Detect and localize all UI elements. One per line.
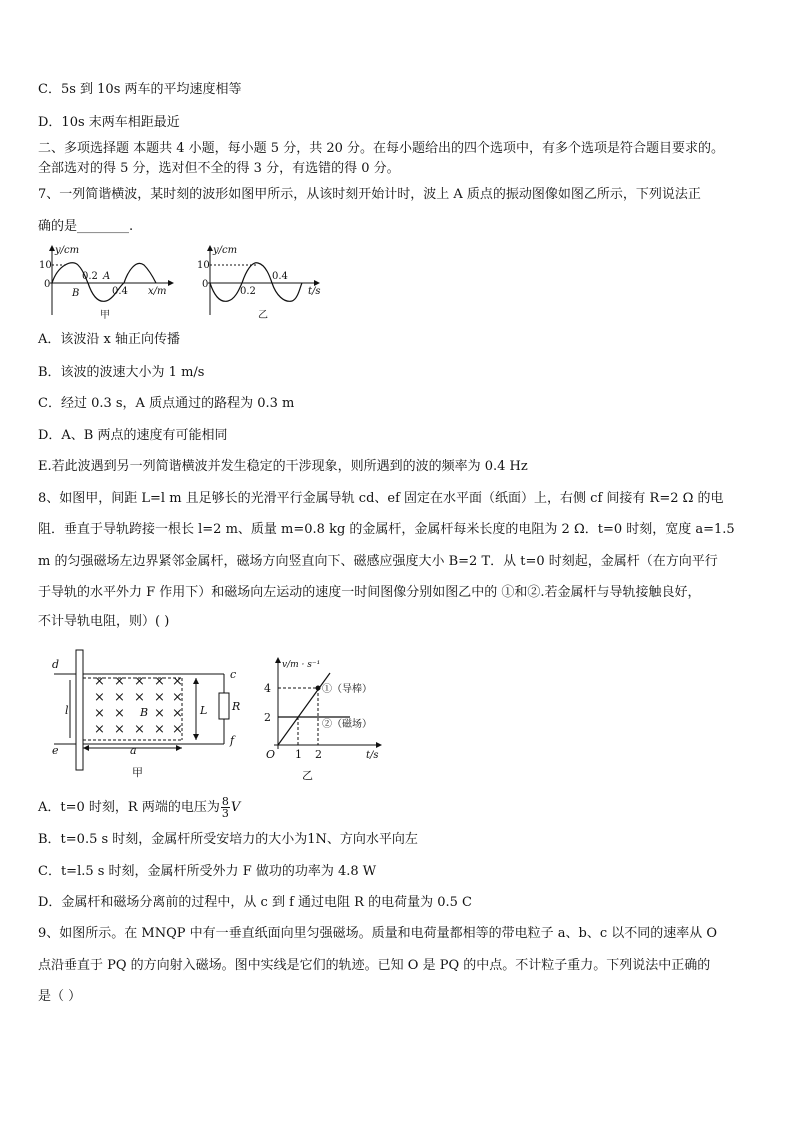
tick-0: 0: [44, 279, 51, 290]
x-axis-label: t/s: [366, 750, 379, 761]
tick-x-2: 2: [315, 748, 322, 761]
tick-0.2: 0.2: [82, 271, 98, 282]
svg-text:×: ×: [154, 690, 165, 705]
label-e: e: [52, 744, 59, 757]
svg-text:×: ×: [94, 690, 105, 705]
question-9-stem: 点沿垂直于 PQ 的方向射入磁场。图中实线是它们的轨迹。已知 O 是 PQ 的中点。不计粒子重力。下列说法中正确的: [38, 958, 711, 973]
fraction: $\frac{8}{3}$: [221, 795, 229, 820]
caption: 乙: [258, 310, 268, 321]
svg-text:×: ×: [114, 674, 125, 689]
tick-y-2: 2: [264, 711, 271, 724]
option-7a: A．该波沿 x 轴正向传播: [38, 332, 180, 347]
point-B: B: [72, 288, 80, 299]
tick-0.4: 0.4: [112, 286, 128, 297]
y-axis-label: y/cm: [213, 245, 238, 256]
tick-0.2: 0.2: [240, 286, 256, 297]
option-7b: B．该波的波速大小为 1 m/s: [38, 365, 205, 380]
label-c: c: [230, 668, 237, 681]
svg-text:×: ×: [134, 722, 145, 737]
x-axis-label: t/s: [308, 286, 321, 297]
label-f: f: [230, 734, 235, 747]
x-axis-label: x/m: [148, 286, 167, 297]
option-8c: C．t=l.5 s 时刻，金属杆所受外力 F 做功的功率为 4.8 W: [38, 864, 377, 879]
caption: 甲: [132, 766, 143, 779]
option-8b: B．t=0.5 s 时刻，金属杆所受安培力的大小为1N、方向水平向左: [38, 832, 418, 847]
svg-text:×: ×: [114, 722, 125, 737]
vibration-graph-yi: [196, 243, 336, 321]
svg-text:×: ×: [134, 674, 145, 689]
question-8-stem: 不计导轨电阻，则）( ): [38, 614, 170, 629]
origin-label: O: [266, 748, 276, 761]
tick-10: 10: [39, 260, 52, 271]
label-a: a: [130, 744, 137, 757]
option-7e: E.若此波遇到另一列简谐横波并发生稳定的干涉现象，则所遇到的波的频率为 0.4 Hz: [38, 459, 528, 474]
unit: V: [230, 800, 241, 815]
caption: 乙: [302, 769, 313, 782]
section-heading: 二、多项选择题 本题共 4 小题，每小题 5 分，共 20 分。在每小题给出的四个选项中，有多个选项是符合题目要求的。: [38, 141, 725, 156]
point-A: A: [103, 271, 111, 282]
svg-text:×: ×: [172, 674, 183, 689]
option-7d: D．A、B 两点的速度有可能相同: [38, 428, 228, 443]
question-8-stem: m 的匀强磁场左边界紧邻金属杆，磁场方向竖直向下、磁感应强度大小 B=2 T．从 t=0 时刻起，金属杆（在方向平行: [38, 554, 718, 569]
y-axis-label: v/m · s⁻¹: [282, 660, 321, 670]
svg-text:×: ×: [154, 706, 165, 721]
text-line: D．10s 末两车相距最近: [38, 115, 180, 130]
label-l: l: [65, 704, 69, 717]
label-L: L: [200, 704, 208, 717]
text-line: C．5s 到 10s 两车的平均速度相等: [38, 82, 242, 97]
question-8-stem: 于导轨的水平外力 F 作用下）和磁场向左运动的速度一时间图像分别如图乙中的 ①和②.若金属杆与导轨接触良好，: [38, 585, 701, 600]
svg-text:×: ×: [114, 706, 125, 721]
svg-text:×: ×: [154, 722, 165, 737]
option-8d: D．金属杆和磁场分离前的过程中，从 c 到 f 通过电阻 R 的电荷量为 0.5 C: [38, 895, 472, 910]
svg-text:×: ×: [172, 706, 183, 721]
svg-text:×: ×: [114, 690, 125, 705]
question-8-stem: 阻．垂直于导轨跨接一根长 l=2 m、质量 m=0.8 kg 的金属杆，金属杆每米长度的电阻为 2 Ω．t=0 时刻，宽度 a=1.5: [38, 522, 735, 537]
option-8a-text: A．t=0 时刻，R 两端的电压为: [38, 800, 220, 815]
label-d: d: [52, 658, 60, 671]
svg-text:×: ×: [94, 722, 105, 737]
question-9-stem: 是（ ）: [38, 989, 82, 1004]
question-7-stem: 7、一列简谐横波，某时刻的波形如图甲所示，从该时刻开始计时，波上 A 质点的振动图像如图乙所示，下列说法正: [38, 187, 701, 202]
question-9-stem: 9、如图所示。在 MNQP 中有一垂直纸面向里匀强磁场。质量和电荷量都相等的带电粒子 a、b、c 以不同的速率从 O: [38, 926, 718, 941]
svg-text:×: ×: [172, 722, 183, 737]
text-line: 全部选对的得 5 分，选对但不全的得 3 分，有选错的得 0 分。: [38, 161, 400, 176]
question-7-stem: 确的是________.: [38, 219, 134, 234]
tick-0: 0: [202, 279, 209, 290]
velocity-time-graph: [258, 655, 398, 783]
svg-text:×: ×: [154, 674, 165, 689]
series-label-rod: ①（导棒）: [322, 684, 372, 695]
tick-10: 10: [197, 260, 210, 271]
option-8a: [38, 796, 240, 819]
circuit-diagram: [46, 648, 246, 780]
caption: 甲: [100, 310, 110, 321]
option-7c: C．经过 0.3 s，A 质点通过的路程为 0.3 m: [38, 396, 295, 411]
y-axis-label: y/cm: [55, 245, 80, 256]
svg-text:×: ×: [172, 690, 183, 705]
svg-text:×: ×: [134, 690, 145, 705]
question-8-stem: 8、如图甲，间距 L=l m 且足够长的光滑平行金属导轨 cd、ef 固定在水平面（纸面）上，右侧 cf 间接有 R=2 Ω 的电: [38, 491, 724, 506]
tick-y-4: 4: [264, 682, 271, 695]
tick-x-1: 1: [295, 748, 302, 761]
series-label-field: ②（磁场）: [322, 719, 372, 730]
tick-0.4: 0.4: [272, 271, 288, 282]
label-B: B: [140, 706, 149, 719]
wave-graph-jia: [38, 243, 178, 321]
svg-text:×: ×: [94, 674, 105, 689]
label-R: R: [232, 700, 241, 713]
svg-text:×: ×: [94, 706, 105, 721]
